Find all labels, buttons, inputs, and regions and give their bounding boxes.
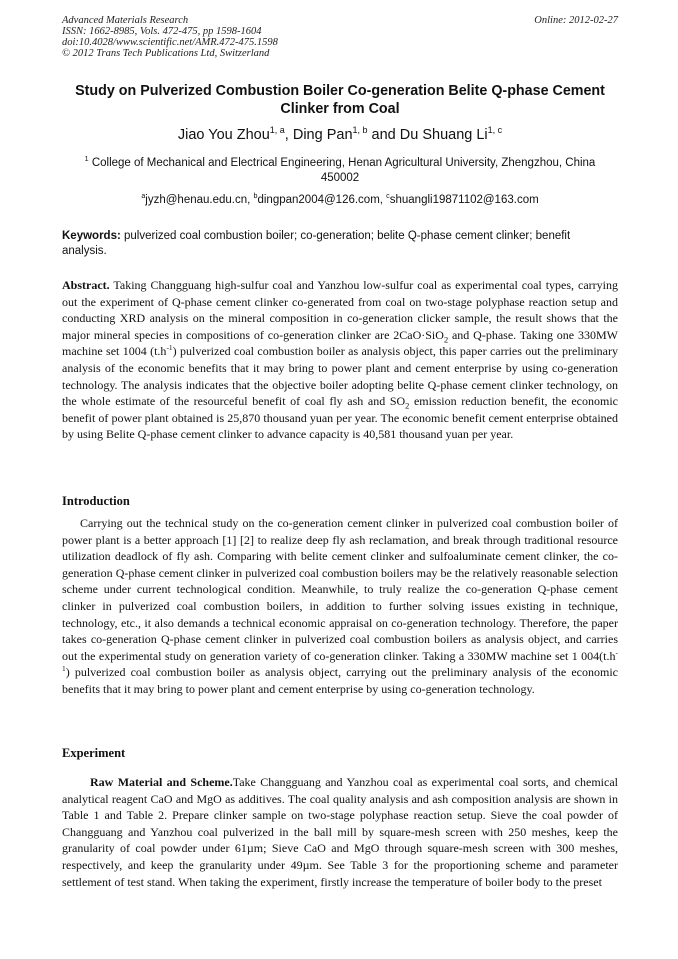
author-affil-mark: 1, c [487,125,503,136]
author-emails [62,193,618,208]
email-mark: b [253,192,258,201]
subscript: 2 [443,335,449,345]
author-affil-mark: 1, a [269,125,285,136]
keywords-label: Keywords: [62,230,121,242]
doi-line[interactable]: doi:10.4028/www.scientific.net/AMR.472-475.1598 [62,37,278,48]
body-text: ) pulverized coal combustion boiler as analysis object, carrying out the preliminary analysis of the economic benefits that it may bring to power plant and cement enterprise by using co-generation technology. [62,665,618,696]
introduction-paragraph [62,515,618,698]
abstract-text: ) pulverized coal combustion boiler as analysis object, this paper carries out the preliminary analysis of the economic benefits that it may bring to power plant and cement enterprise by using co-generation technology. The analysis indicates that the objective boiler adopting belite Q-phase cement clinker technology, on the whole estimate of the resourceful benefit of coal fly ash and SO [62,344,619,409]
email-link[interactable]: dingpan2004@126.com, [257,194,387,206]
journal-name: Advanced Materials Research [62,15,189,26]
issn-line: ISSN: 1662-8985, Vols. 472-475, pp 1598-1604 [62,26,262,37]
journal-header [62,15,618,59]
abstract-text: emission reduction benefit, the economic benefit of power plant obtained is 25,870 thousand yuan per year. The economic benefit cement enterprise obtained by using Belite Q-phase cement clinker to advance capacity is 40,581 thousand yuan per year. [62,394,618,442]
subscript: 2 [405,401,410,411]
keywords [62,229,618,259]
affiliation-mark: 1 [84,155,89,164]
copyright-line: © 2012 Trans Tech Publications Ltd, Switzerland [62,48,270,59]
abstract-label: Abstract. [62,278,110,292]
superscript: -1 [62,647,618,674]
experiment-heading: Experiment [62,746,126,760]
introduction-heading: Introduction [62,494,130,508]
abstract-text: Taking Changguang high-sulfur coal and Yanzhou low-sulfur coal as experimental coal types, carrying out the experiment of Q-phase cement clinker co-generated from coal on two-stage polyphase reaction setup and conducting XRD analysis on the mineral composition in co-generation clicker sample, the result shows that the major mineral species in compositions of co-generation clinker are 2CaO·SiO [62,278,618,342]
superscript: -1 [166,343,173,353]
abstract-text: and Q-phase. Taking one 330MW machine set 1004 (t.h [62,327,618,359]
email-link[interactable]: jyzh@henau.edu.cn, [145,194,254,206]
online-date: Online: 2012-02-27 [534,15,618,26]
affiliation [75,156,605,186]
keywords-text: pulverized coal combustion boiler; co-generation; belite Q-phase cement clinker; benefit analysis. [62,230,571,257]
subsection-label: Raw Material and Scheme. [90,775,233,789]
author-separator: , [284,127,293,143]
author-name: Du Shuang Li [399,127,488,143]
experiment-paragraph [62,774,618,890]
author-separator: and [367,127,400,143]
body-text: Take Changguang and Yanzhou coal as experimental coal sorts, and chemical analytical reagent CaO and MgO as additives. The coal quality analysis and ash composition analysis are shown in Table 1 and Table 2. Prepare clinker sample on two-stage polyphase reaction setup. Sieve the coal powder of Changguang and Yanzhou coal pulverized in the ball mill by square-mesh screen with 250 meshes, keep the granularity of coal powder under 61µm; Sieve CaO and MgO through square-mesh screen with 300 meshes, respectively, and keep the granularity under 49µm. See Table 3 for the proportioning scheme and parameter settlement of test stand. When taking the experiment, firstly increase the temperature of boiler body to the preset [62,775,618,889]
author-name: Jiao You Zhou [177,127,270,143]
body-text: Carrying out the technical study on the co-generation cement clinker in pulverized coal combustion boiler of power plant is a better approach [1] [2] to realize deep fly ash reclamation, and break through traditional resource utilization deadlock of fly ash. Comparing with belite cement clinker and sulfoaluminate cement clinker, the co-generation Q-phase cement clinker in pulverized coal combustion boilers may be the relatively reasonable selection scheme under current technological condition. Meanwhile, to truly realize the co-generation Q-phase cement clinker in pulverized coal combustion boilers, in addition to further solving issues existing in technique, technology, etc., it also demands a technical economic appraisal on co-generation technology. Therefore, the paper takes co-generation Q-phase cement clinker in pulverized coal combustion boilers as analysis object, and carries out the experimental study on generation variety of co-generation clinker. Taking a 330MW machine set 1 004(t.h [62,516,618,663]
email-mark: a [141,192,146,201]
abstract [62,277,618,443]
paper-title: Study on Pulverized Combustion Boiler Co-generation Belite Q-phase Cement Clinker from Coal [75,83,605,117]
author-name: Ding Pan [292,127,353,143]
email-mark: c [386,192,390,201]
author-affil-mark: 1, b [352,125,368,136]
author-list [62,126,618,144]
email-link[interactable]: shuangli19871102@163.com [389,194,539,206]
affiliation-text: College of Mechanical and Electrical Engineering, Henan Agricultural University, Zhengzhou, China 450002 [88,157,596,184]
